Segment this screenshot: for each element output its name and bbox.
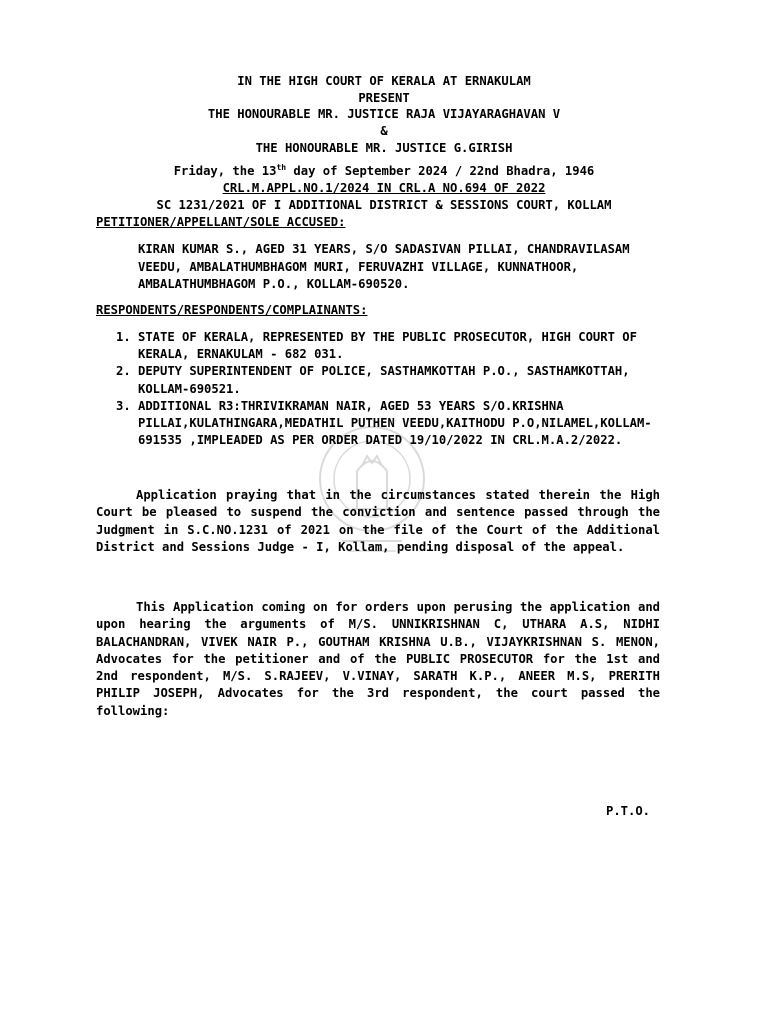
list-item-text: DEPUTY SUPERINTENDENT OF POLICE, SASTHAMKOTTAH P.O., SASTHAMKOTTAH, KOLLAM-690521. (138, 364, 630, 396)
judge-1: THE HONOURABLE MR. JUSTICE RAJA VIJAYARAGHAVAN V (207, 107, 561, 121)
case-number-text: CRL.M.APPL.NO.1/2024 IN CRL.A NO.694 OF 2022 (222, 181, 546, 195)
list-item-number: 2. (116, 364, 131, 379)
petitioner-heading: PETITIONER/APPELLANT/SOLE ACCUSED: (96, 215, 346, 229)
pto-label: P.T.O. (606, 804, 651, 818)
hearing-paragraph: This Application coming on for orders upon perusing the application and upon hearing the arguments of M/S. UNNIKRISHNAN C, UTHARA A.S, NIDHI BALACHANDRAN, VIVEK NAIR P., GOUTHAM KRISHNA U.B., VIJAYKRISHNAN S. MENON, Advocates for the petitioner and of the PUBLIC PROSECUTOR for the 1st and 2nd respondent, M/S. S.RAJEEV, V.VINAY, SARATH K.P., ANEER M.S, PRERITH PHILIP JOSEPH, Advocates for the 3rd respondent, the court passed the following: (96, 600, 660, 718)
application-paragraph: Application praying that in the circumstances stated therein the High Court be pleased to suspend the conviction and sentence passed through the Judgment in S.C.NO.1231 of 2021 on the file of the Court of the Additional District and Sessions Judge - I, Kollam, pending disposal of the appeal. (96, 488, 660, 554)
list-item-text: STATE OF KERALA, REPRESENTED BY THE PUBLIC PROSECUTOR, HIGH COURT OF KERALA, ERNAKULAM - 682 031. (138, 330, 637, 362)
list-item-text: ADDITIONAL R3:THRIVIKRAMAN NAIR, AGED 53 YEARS S/O.KRISHNA PILLAI,KULATHINGARA,MEDATHIL PUTHEN VEEDU,KAITHODU P.O,NILAMEL,KOLLAM-691535 ,IMPLEADED AS PER ORDER DATED 19/10/2022 IN CRL.M.A.2/2022. (138, 398, 652, 448)
sc-line: SC 1231/2021 OF I ADDITIONAL DISTRICT & SESSIONS COURT, KOLLAM (156, 198, 612, 212)
present-label: PRESENT (358, 91, 410, 105)
judge-ampersand: & (380, 124, 388, 138)
hearing-date (0, 163, 768, 180)
list-item-number: 3. (116, 398, 131, 413)
case-number (0, 180, 768, 197)
list-item (110, 329, 670, 363)
list-item-number: 1. (116, 330, 131, 344)
list-item (110, 363, 670, 397)
judge-2: THE HONOURABLE MR. JUSTICE G.GIRISH (255, 141, 513, 155)
list-item (110, 398, 670, 450)
date-prefix: Friday, the 13 (173, 164, 277, 178)
petitioner-details: KIRAN KUMAR S., AGED 31 YEARS, S/O SADASIVAN PILLAI, CHANDRAVILASAM VEEDU, AMBALATHUMBHAGOM MURI, FERUVAZHI VILLAGE, KUNNATHOOR, AMBALATHUMBHAGOM P.O., KOLLAM-690520. (138, 242, 630, 291)
respondents-list (110, 329, 670, 449)
respondents-heading: RESPONDENTS/RESPONDENTS/COMPLAINANTS: (96, 303, 368, 317)
date-suffix: day of September 2024 / 22nd Bhadra, 1946 (286, 164, 595, 178)
date-superscript: th (276, 163, 287, 172)
court-title: IN THE HIGH COURT OF KERALA AT ERNAKULAM (237, 74, 531, 88)
